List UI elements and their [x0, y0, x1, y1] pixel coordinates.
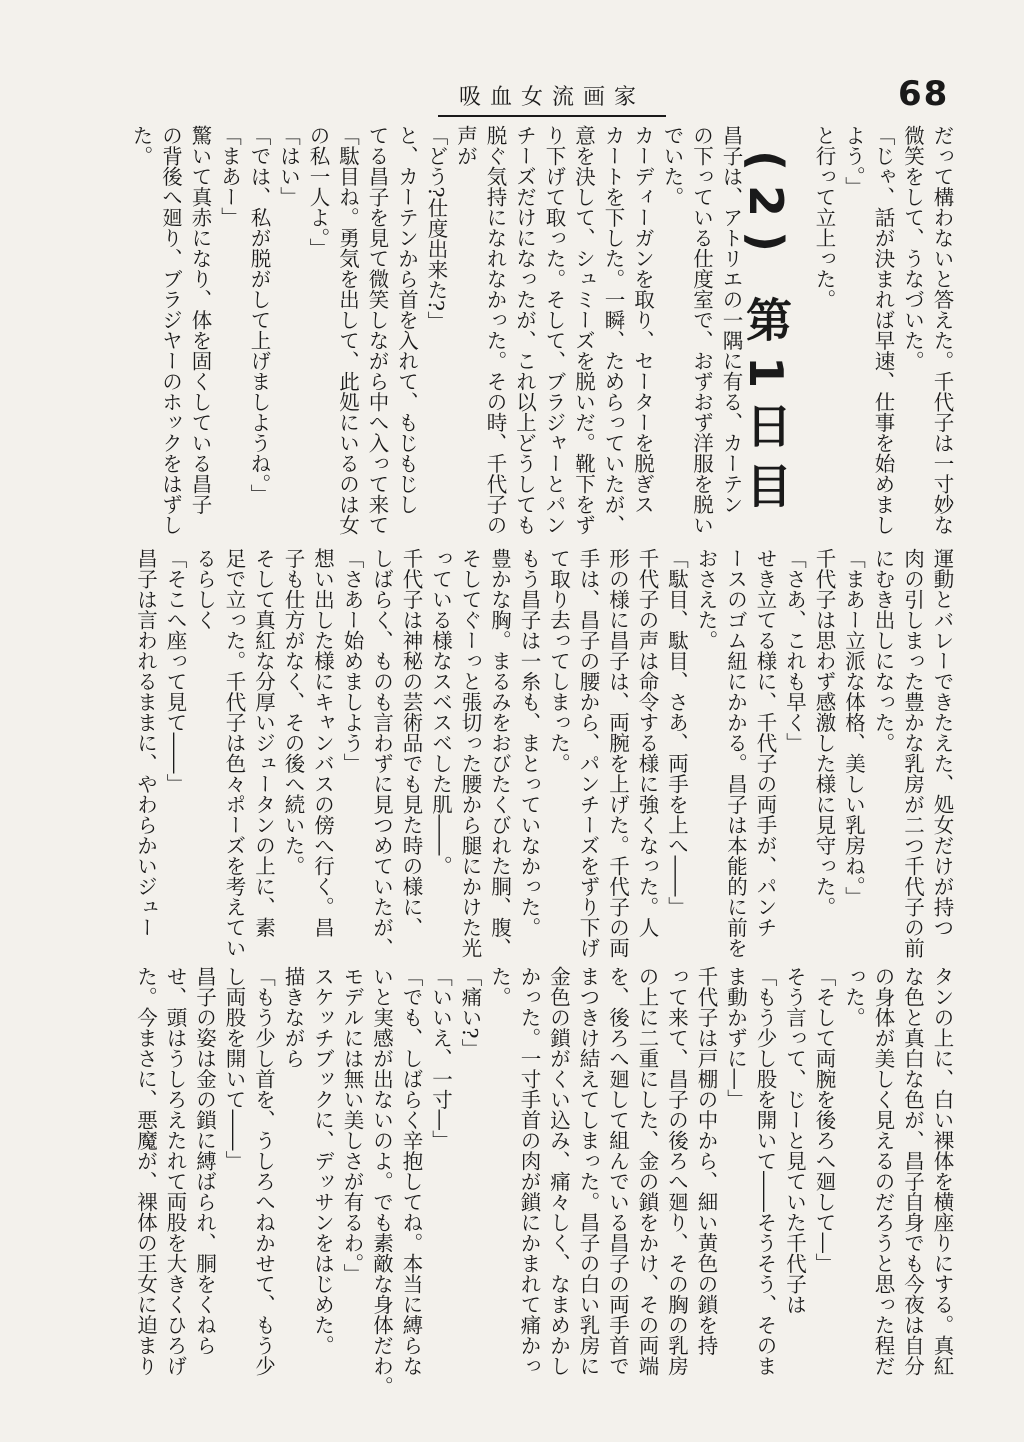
- text-line: 声が: [453, 125, 478, 166]
- text-line: の上に二重にした、金の鎖をかけ、その両端: [635, 966, 659, 1376]
- text-line: 「では、私が脱がして上げましようね。」: [247, 125, 271, 505]
- text-line: タンの上に、白い裸体を横座りにする。真紅: [930, 966, 954, 1376]
- text-line: しばらく、ものも言わずに見つめていたが、: [369, 548, 394, 958]
- text-line: まつきけ結えてしまった。昌子の白い乳房に: [576, 966, 600, 1376]
- text-line: 千代子は思わず感激した様に見守った。: [812, 548, 836, 917]
- page-number: 68: [898, 74, 950, 114]
- text-line: せ、頭はうしろえたれて両股を大きくひろげ: [163, 966, 187, 1376]
- text-line: 「さあー始めましよう」: [340, 548, 364, 774]
- text-line: にむき出しになった。: [871, 548, 895, 753]
- text-line: の下っている仕度室で、おずおず洋服を脱い: [689, 125, 714, 535]
- text-line: っている様なスベスベした肌――。: [428, 548, 453, 876]
- text-line: 千代子の声は命令する様に強くなった。人: [635, 548, 659, 938]
- text-line: の私一人よ。」: [306, 125, 330, 259]
- text-line: 「そして両腕を後ろへ廻して―」: [812, 966, 836, 1274]
- text-line: 子も仕方がなく、その後へ続いた。: [281, 548, 305, 876]
- text-line: そう言って、じーと見ていた千代子は: [782, 966, 807, 1315]
- text-line: 千代子は神秘の芸術品でも見た時の様に、: [399, 548, 423, 938]
- text-line: 豊かな胸。まるみをおびたくびれた胴、腹、: [487, 548, 512, 958]
- text-line: な色と真白な色が、昌子自身でも今夜は自分: [900, 966, 925, 1376]
- text-line: し両股を開いて――」: [222, 966, 246, 1171]
- text-line: だって構わないと答えた。千代子は一寸妙な: [930, 125, 954, 535]
- text-line: た。今まさに、悪魔が、裸体の王女に迫まり: [133, 966, 158, 1376]
- text-line: 足で立った。千代子は色々ポーズを考えてい: [222, 548, 246, 958]
- text-block-middle: [133, 548, 956, 958]
- text-line: 「いいえ、一寸―」: [428, 966, 453, 1151]
- text-line: 「でも、しばらく辛抱してね。本当に縛らな: [399, 966, 423, 1376]
- text-line: カートを下した。一瞬、ためらっていたが、: [601, 125, 625, 535]
- text-line: 昌子の姿は金の鎖に縛ばられ、胴をくねら: [192, 966, 217, 1356]
- text-line: 「まあー」: [217, 125, 242, 228]
- text-line: 手は、昌子の腰から、パンチーズをずり下げ: [576, 548, 600, 958]
- text-line: 想い出した様にキャンバスの傍へ行く。昌: [310, 548, 335, 938]
- text-line: を、後ろへ廻して組んでいる昌子の両手首で: [605, 966, 630, 1376]
- text-line: 「さあ、これも早く」: [782, 548, 807, 753]
- section-heading: (2) 第1日目: [739, 150, 793, 523]
- text-line: 脱ぐ気持になれなかった。その時、千代子の: [483, 125, 507, 535]
- text-line: と行って立上った。: [812, 125, 836, 310]
- text-block-top-right: [782, 125, 956, 535]
- text-line: スケッチブックに、デッサンをはじめた。: [310, 966, 335, 1356]
- text-line: の背後へ廻り、ブラジヤーのホックをはずし: [158, 125, 183, 535]
- text-line: いと実感が出ないのよ。でも素敵な身体だわ。: [369, 966, 394, 1397]
- text-line: 意を決して、シュミーズを脱いだ。靴下をず: [571, 125, 596, 535]
- text-line: 昌子は言われるままに、やわらかいジュー: [133, 548, 158, 938]
- text-line: 「そこへ座って見て――」: [163, 548, 187, 794]
- text-line: 千代子は戸棚の中から、細い黄色の鎖を持: [694, 966, 718, 1356]
- running-title: 吸血女流画家: [438, 80, 666, 117]
- text-line: もう昌子は一糸も、まとっていなかった。: [517, 548, 541, 938]
- text-line: せき立てる様に、千代子の両手が、パンチ: [753, 548, 777, 938]
- text-line: 金色の鎖がくい込み、痛々しく、なまめかし: [546, 966, 571, 1376]
- text-line: 「痛い?」: [458, 966, 482, 1059]
- text-line: 形の様に昌子は、両腕を上げた。千代子の両: [605, 548, 630, 958]
- text-line: 昌子は、アトリエの一隅に有る、カーテン: [719, 125, 743, 515]
- text-line: カーディーガンを取り、セーターを脱ぎス: [630, 125, 655, 515]
- text-block-top-left: [129, 125, 745, 535]
- text-line: た。: [129, 125, 153, 166]
- text-line: てる昌子を見て微笑しながら中へ入って来て: [365, 125, 389, 535]
- text-line: た。: [487, 966, 512, 1007]
- text-line: 「もう少し股を開いて――そうそう、そのま: [753, 966, 777, 1376]
- text-line: 「もう少し首を、うしろへねかせて、もう少: [251, 966, 276, 1376]
- text-line: て取り去ってしまった。: [546, 548, 571, 774]
- text-line: 「じゃ、話が決まれば早速、仕事を始めまし: [871, 125, 895, 535]
- text-line: の身体が美しく見えるのだろうと思った程だ: [871, 966, 895, 1376]
- text-line: 「はい」: [276, 125, 301, 207]
- text-line: よう。」: [841, 125, 866, 197]
- text-line: おさえた。: [694, 548, 718, 651]
- text-line: った。: [841, 966, 866, 1028]
- text-line: チーズだけになったが、これ以上どうしても: [512, 125, 537, 535]
- text-block-bottom: [133, 966, 956, 1397]
- text-line: ま動かずに―」: [723, 966, 748, 1110]
- text-line: 運動とバレーできたえた、処女だけが持つ: [930, 548, 954, 938]
- text-line: 描きながら: [281, 966, 305, 1069]
- text-line: かった。一寸手首の肉が鎖にかまれて痛かっ: [517, 966, 541, 1376]
- text-line: 驚いて真赤になり、体を固くしている昌子: [188, 125, 212, 515]
- text-line: と、カーテンから首を入れて、もじもじし: [394, 125, 419, 515]
- text-line: でいた。: [660, 125, 684, 207]
- text-line: モデルには無い美しさが有るわ。」: [340, 966, 364, 1284]
- text-line: 肉の引しまった豊かな乳房が二つ千代子の前: [900, 548, 925, 958]
- text-line: そしてぐーっと張切った腰から腿にかけた光: [458, 548, 482, 958]
- text-line: 「どう?仕度出来た?」: [424, 125, 448, 332]
- text-line: って来て、昌子の後ろへ廻り、その胸の乳房: [664, 966, 689, 1376]
- text-line: り下げて取った。そして、ブラジャーとパン: [542, 125, 566, 535]
- text-line: 「まあー立派な体格、美しい乳房ね。」: [841, 548, 866, 907]
- text-line: るらしく: [192, 548, 217, 630]
- text-line: 「駄目、駄目、さあ、両手を上へ――」: [664, 548, 689, 917]
- text-line: そして真紅な分厚いジュータンの上に、素: [251, 548, 276, 938]
- text-line: 微笑をして、うなづいた。: [900, 125, 925, 371]
- text-line: ースのゴム紐にかかる。昌子は本能的に前を: [723, 548, 748, 958]
- text-line: 「駄目ね。勇気を出して、此処にいるのは女: [335, 125, 360, 535]
